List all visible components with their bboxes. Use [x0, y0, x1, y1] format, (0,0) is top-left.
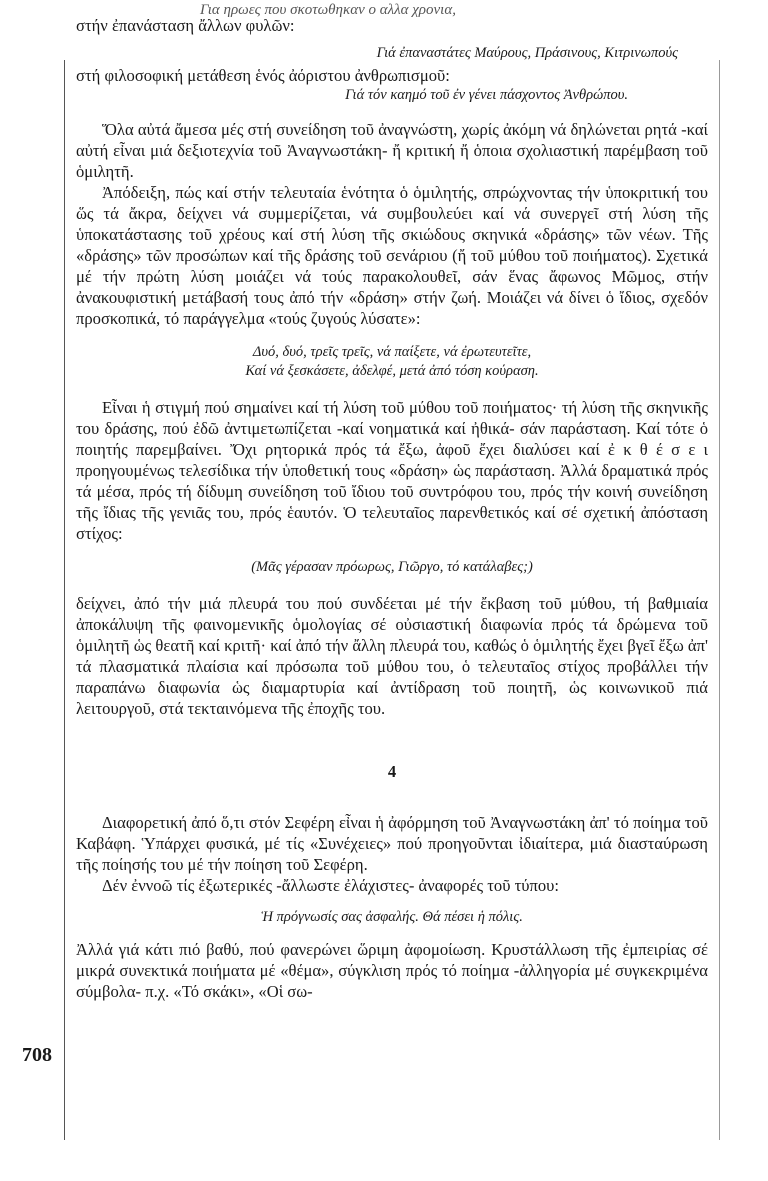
paragraph-6: Δέν ἐννοῶ τίς ἐξωτερικές -ἄλλωστε ἐλάχιστες- ἀναφορές τοῦ τύπου: [102, 876, 559, 895]
cut-top-line: Για ηρωες που σκοτωθηκαν ο αλλα χρονια, [200, 2, 456, 18]
paragraph-1: Ὅλα αὐτά ἄμεσα μές στή συνείδηση τοῦ ἀναγνώστη, χωρίς ἀκόμη νά δηλώνεται ρητά -καί αὐτή εἶναι μιά δεξιοτεχνία τοῦ Ἀναγνωστάκη- ἤ κριτική ἤ ὁποια σχολιαστική παρέμβαση τοῦ ὁμιλητῆ. [76, 120, 708, 181]
right-margin-rule [719, 60, 720, 1140]
verse-5: Ἡ πρόγνωσίς σας ἀσφαλής. Θά πέσει ἡ πόλις. [261, 909, 523, 925]
verse-3-line-1: Δυό, δυό, τρεῖς τρεῖς, νά παίξετε, νά ἐρωτευτεῖτε, [252, 344, 532, 360]
section-number: 4 [387, 762, 397, 781]
page-number: 708 [22, 1044, 52, 1066]
paragraph-5: Διαφορετική ἀπό ὅ,τι στόν Σεφέρη εἶναι ἡ ἀφόρμηση τοῦ Ἀναγνωστάκη ἀπ' τό ποίημα τοῦ Καβάφη. Ὑπάρχει φυσικά, μέ τίς «Συνέχειες» πού προηγοῦνται ἰδιαίτερα, μιά διασταύρωση τῆς ποίησής του μέ τήν ποίηση τοῦ Σεφέρη. [76, 813, 708, 874]
paragraph-4: δείχνει, ἀπό τήν μιά πλευρά του πού συνδέεται μέ τήν ἔκβαση τοῦ μύθου, τή βαθμιαία ἀποκάλυψη τῆς φαινομενικῆς ὁμολογίας σέ οὐσιαστική διαφωνία πρός τά δρώμενα τοῦ ὁμιλητῆ ὡς θεατῆ καί κριτῆ· καί ἀπό τήν ἄλλη πλευρά του, καθώς ὁ ὁμιλητής ἔχει βγεῖ ἔξω ἀπ' τά πλασματικά πλαίσια καί πρόσωπα τοῦ μύθου του, ὁ τελευταῖος στίχος προβάλλει τήν παραπάνω διαφωνία ὡς διαμαρτυρία καί ἀντίδραση τοῦ ποιητῆ, ὡς κοινωνικοῦ πιά λειτουργοῦ, στά τεκταινόμενα τῆς ἐποχῆς του. [76, 594, 708, 718]
intro-block [76, 44, 708, 1002]
verse-3-line-2: Καί νά ξεσκάσετε, ἀδελφέ, μετά ἀπό τόση κούραση. [245, 363, 539, 379]
paragraph-3: Εἶναι ἡ στιγμή πού σημαίνει καί τή λύση τοῦ μύθου τοῦ ποιήματος· τή λύση τῆς σκηνικῆς του δράσης, πού ἐδῶ ἀντιμετωπίζεται -καί νοηματικά καί ἠθικά- σάν παράσταση. Καί τότε ὁ ποιητής παρεμβαίνει. Ὄχι ρητορικά πρός τά ἔξω, ἀφοῦ ἔχει διαλύσει καί ἐ κ θ έ σ ε ι προηγουμένως τελεσίδικα τήν ὑποθετική τους «δράση» ὡς παράσταση. Ἀλλά δραματικά πρός τά μέσα, πρός τή δίδυμη συνείδηση τοῦ ἴδιου τοῦ συντρόφου του, πρός τήν κοινή συνείδηση τῆς ἴδιας τῆς γενιᾶς του, πρός ἑαυτόν. Ὁ τελευταῖος παρενθετικός καί σέ σχετική ἀπόσταση στίχος: [76, 398, 708, 543]
verse-block-1 [76, 343, 708, 381]
intro-line-1: στήν ἐπανάσταση ἄλλων φυλῶν: [76, 16, 295, 35]
intro-verse-2: Γιά τόν καημό τοῦ ἐν γένει πάσχοντος Ἀνθρώπου. [345, 87, 628, 103]
intro-verse-1: Γιά ἐπαναστάτες Μαύρους, Πράσινους, Κιτρινωπούς [376, 45, 678, 61]
paragraph-2: Ἀπόδειξη, πώς καί στήν τελευταία ἑνότητα ὁ ὁμιλητής, σπρώχνοντας τήν ὑποκριτική του ὥς τά ἄκρα, δείχνει νά συμμερίζεται, νά συμβουλεύει καί νά συνεργεῖ στή λύση τῆς ὑποκατάστασης τοῦ χρέους καί στή λύση τῆς σκιώδους σκηνικά «δράσης» τῶν νέων. Τῆς «δράσης» τῶν προσώπων καί τῆς δράσης τοῦ σενάριου (ἤ τοῦ μύθου τοῦ ποιήματος). Σχετικά μέ τήν πρώτη λύση μοιάζει νά τούς παρακολουθεῖ, σάν ἕνας ἄφωνος Μῶμος, στήν ἀνακουφιστική μετάβασή τους ἀπό τήν «δράση» στήν ζωή. Μοιάζει νά δίνει ὁ ἴδιος, σχεδόν προσκοπικά, τό παράγγελμα «τούς ζυγούς λύσατε»: [76, 183, 708, 328]
intro-line-2: στή φιλοσοφική μετάθεση ἑνός ἀόριστου ἀνθρωπισμοῦ: [76, 66, 450, 85]
paragraph-7: Ἀλλά γιά κάτι πιό βαθύ, πού φανερώνει ὥριμη ἀφομοίωση. Κρυστάλλωση τῆς ἐμπειρίας σέ μικρά συνεκτικά ποιήματα μέ «θέμα», σύγκλιση πρός τό ποίημα -ἀλληγορία μέ συγκεκριμένα σύμβολα- π.χ. «Τό σκάκι», «Οἱ σω- [76, 940, 708, 1001]
verse-4: (Μᾶς γέρασαν πρόωρως, Γιῶργο, τό κατάλαβες;) [251, 559, 533, 575]
left-margin-rule [64, 60, 65, 1140]
